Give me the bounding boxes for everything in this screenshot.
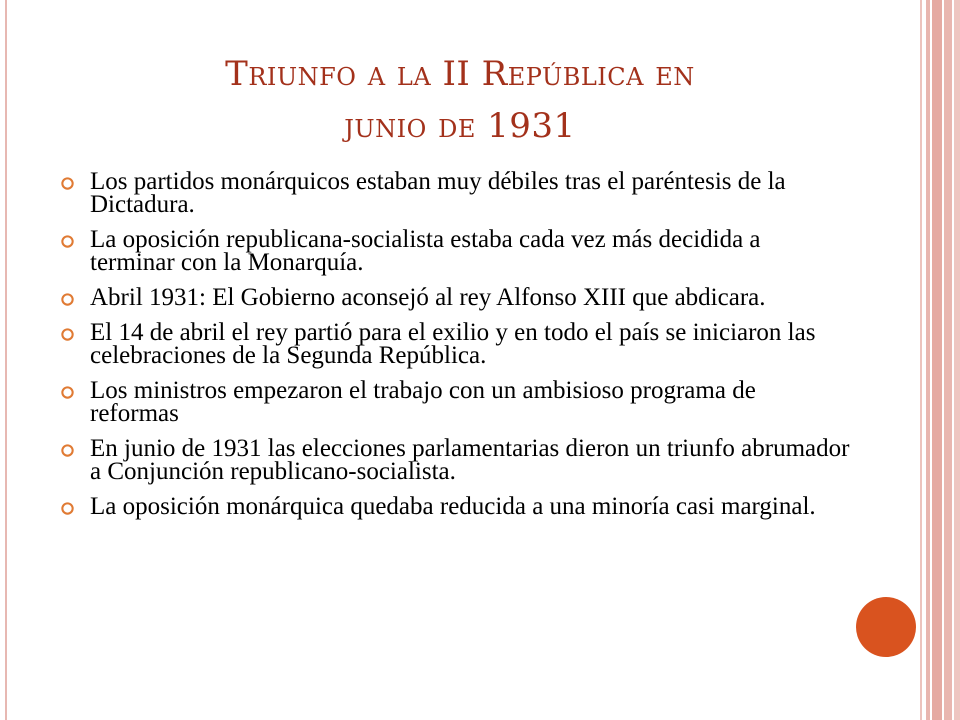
ring-bullet-icon [60, 385, 75, 400]
title-line-2: junio de 1931 [344, 106, 576, 146]
bullet-text: En junio de 1931 las elecciones parlamentarias dieron un triunfo abrumador a Conjunción republicano-socialista. [90, 435, 850, 485]
ring-bullet-icon [60, 292, 75, 307]
bullet-text: Los ministros empezaron el trabajo con un ambisioso programa de reformas [90, 377, 756, 427]
bullet-item [60, 379, 850, 425]
ring-bullet-icon [60, 176, 75, 191]
bullet-text: La oposición monárquica quedaba reducida a una minoría casi marginal. [90, 493, 816, 520]
ring-bullet-icon [60, 443, 75, 458]
decorative-circle [856, 597, 916, 657]
title-line-1: Triunfo a la II República en [225, 54, 695, 94]
bullet-text: El 14 de abril el rey partió para el exilio y en todo el país se iniciaron las celebraciones de la Segunda República. [90, 319, 816, 369]
bullet-item [60, 170, 850, 216]
ring-bullet-icon [60, 501, 75, 516]
slide-title [60, 48, 860, 152]
bullet-text: Los partidos monárquicos estaban muy débiles tras el paréntesis de la Dictadura. [90, 168, 786, 218]
right-stripe [920, 0, 922, 720]
right-stripe [932, 0, 942, 720]
bullet-text: La oposición republicana-socialista estaba cada vez más decidida a terminar con la Monarquía. [90, 226, 761, 276]
left-border-line [5, 0, 7, 720]
right-stripe [926, 0, 930, 720]
right-stripe [954, 0, 960, 720]
bullet-item [60, 286, 850, 309]
bullet-item [60, 437, 850, 483]
bullet-list [60, 170, 850, 530]
right-stripe [944, 0, 952, 720]
ring-bullet-icon [60, 234, 75, 249]
bullet-item [60, 228, 850, 274]
ring-bullet-icon [60, 327, 75, 342]
bullet-text: Abril 1931: El Gobierno aconsejó al rey Alfonso XIII que abdicara. [90, 284, 766, 311]
bullet-item [60, 321, 850, 367]
bullet-item [60, 495, 850, 518]
